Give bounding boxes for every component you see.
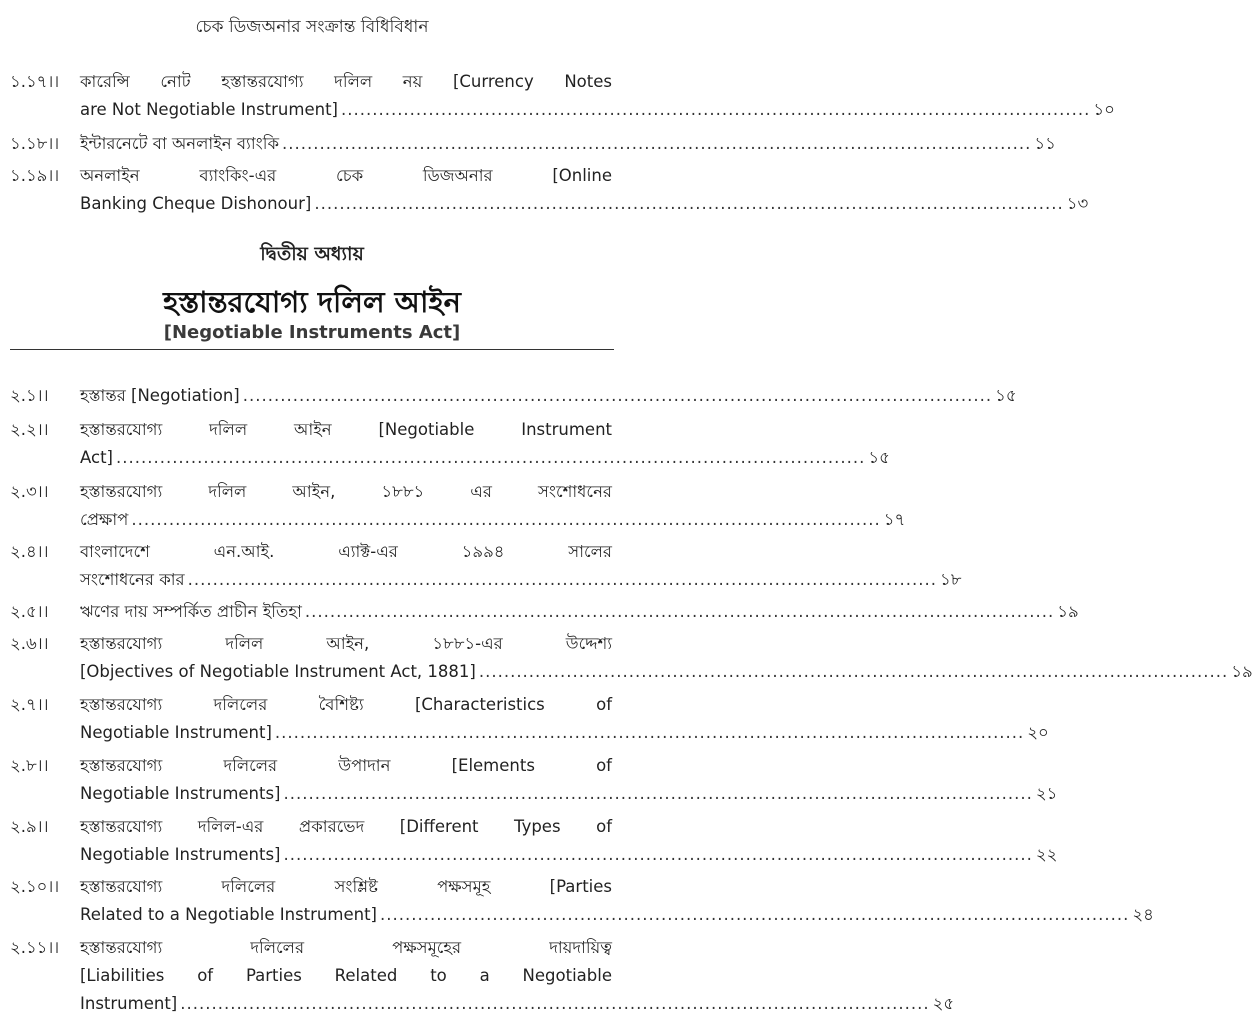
- page-number: ১৭: [883, 510, 906, 529]
- page-number: ১৯: [1057, 602, 1079, 621]
- entry-text-last: Instrument]: [80, 994, 178, 1013]
- entry-text-line: হস্তান্তরযোগ্য দলিল আইন [Negotiable Instrument: [80, 420, 612, 439]
- leader-dots: ........................................................................................................................: [283, 845, 1033, 864]
- chapter-divider: [10, 349, 614, 350]
- entry-text-line: হস্তান্তরযোগ্য দলিল আইন, ১৮৮১ এর সংশোধনের: [80, 482, 612, 501]
- entry-text-last: প্রেক্ষাপ: [80, 510, 129, 529]
- page-number: ১৫: [868, 448, 890, 467]
- page-number: ১০: [1093, 100, 1115, 119]
- chapter-title: হস্তান্তরযোগ্য দলিল আইন: [163, 285, 461, 319]
- entry-text-last: Related to a Negotiable Instrument]: [80, 905, 377, 924]
- entry-text-line: বাংলাদেশে এন.আই. এ্যাক্ট-এর ১৯৯৪ সালের: [80, 542, 612, 561]
- entry-number: ২.১০।।: [10, 877, 60, 896]
- entry-text-last: Banking Cheque Dishonour]: [80, 194, 312, 213]
- leader-dots: ........................................................................................................................: [478, 662, 1229, 681]
- entry-text-line: অনলাইন ব্যাংকিং-এর চেক ডিজঅনার [Online: [80, 166, 612, 185]
- entry-number: ২.৩।।: [10, 482, 49, 501]
- page-number: ১৩: [1066, 194, 1089, 213]
- entry-number: ২.৪।।: [10, 542, 49, 561]
- entry-text-last: Negotiable Instrument]: [80, 723, 272, 742]
- entry-text-last: ঋণের দায় সম্পর্কিত প্রাচীন ইতিহা: [80, 602, 302, 621]
- entry-number: ২.১।।: [10, 386, 49, 405]
- entry-number: ১.১৯।।: [10, 166, 60, 185]
- page-number: ২৫: [932, 994, 955, 1013]
- entry-number: ১.১৭।।: [10, 72, 60, 91]
- page-number: ১৮: [940, 570, 962, 589]
- leader-dots: ........................................................................................................................: [242, 386, 993, 405]
- leader-dots: ........................................................................................................................: [115, 448, 866, 467]
- entry-text-last: are Not Negotiable Instrument]: [80, 100, 338, 119]
- entry-text-last: হস্তান্তর [Negotiation]: [80, 386, 240, 405]
- entry-text-line: হস্তান্তরযোগ্য দলিলের পক্ষসমূহের দায়দায়িত্ব: [80, 938, 612, 957]
- leader-dots: ........................................................................................................................: [304, 602, 1055, 621]
- page-number: ১৯: [1231, 662, 1253, 681]
- entry-number: ২.৮।।: [10, 756, 49, 775]
- leader-dots: ........................................................................................................................: [274, 723, 1025, 742]
- entry-text-line: হস্তান্তরযোগ্য দলিল-এর প্রকারভেদ [Different Types of: [80, 817, 612, 836]
- entry-number: ২.৭।।: [10, 695, 49, 714]
- entry-text-line: হস্তান্তরযোগ্য দলিলের বৈশিষ্ট্য [Characteristics of: [80, 695, 612, 714]
- entry-text-last: Negotiable Instruments]: [80, 845, 281, 864]
- leader-dots: ........................................................................................................................: [180, 994, 930, 1013]
- leader-dots: ........................................................................................................................: [131, 510, 881, 529]
- entry-number: ২.৫।।: [10, 602, 49, 621]
- page-number: ২২: [1035, 845, 1058, 864]
- entry-text-line: হস্তান্তরযোগ্য দলিলের উপাদান [Elements of: [80, 756, 612, 775]
- chapter-subtitle: [Negotiable Instruments Act]: [163, 322, 461, 343]
- chapter-label: দ্বিতীয় অধ্যায়: [260, 243, 364, 265]
- leader-dots: ........................................................................................................................: [187, 570, 938, 589]
- entry-number: ২.৯।।: [10, 817, 49, 836]
- entry-text-last: সংশোধনের কার: [80, 570, 185, 589]
- entry-text-last: ইন্টারনেটে বা অনলাইন ব্যাংকি: [80, 134, 279, 153]
- page-number: ১৫: [995, 386, 1017, 405]
- entry-text-line: হস্তান্তরযোগ্য দলিলের সংশ্লিষ্ট পক্ষসমূহ [Parties: [80, 877, 612, 896]
- entry-number: ২.৬।।: [10, 634, 49, 653]
- leader-dots: ........................................................................................................................: [379, 905, 1130, 924]
- entry-text-last: Negotiable Instruments]: [80, 784, 281, 803]
- entry-text-line: [Liabilities of Parties Related to a Negotiable: [80, 966, 612, 985]
- entry-number: ২.১১।।: [10, 938, 60, 957]
- entry-number: ২.২।।: [10, 420, 49, 439]
- page-number: ২১: [1035, 784, 1058, 803]
- leader-dots: ........................................................................................................................: [340, 100, 1091, 119]
- page-number: ১১: [1034, 134, 1056, 153]
- entry-text-line: কারেন্সি নোট হস্তান্তরযোগ্য দলিল নয় [Currency Notes: [80, 72, 612, 91]
- entry-number: ১.১৮।।: [10, 134, 60, 153]
- page-number: ২৪: [1132, 905, 1154, 924]
- entry-text-last: Act]: [80, 448, 113, 467]
- leader-dots: ........................................................................................................................: [283, 784, 1033, 803]
- leader-dots: ........................................................................................................................: [282, 134, 1032, 153]
- page-number: ২০: [1027, 723, 1049, 742]
- entry-text-last: [Objectives of Negotiable Instrument Act, 1881]: [80, 662, 476, 681]
- leader-dots: ........................................................................................................................: [314, 194, 1064, 213]
- running-head: চেক ডিজঅনার সংক্রান্ত বিধিবিধান: [195, 17, 429, 37]
- entry-text-line: হস্তান্তরযোগ্য দলিল আইন, ১৮৮১-এর উদ্দেশ্য: [80, 634, 612, 653]
